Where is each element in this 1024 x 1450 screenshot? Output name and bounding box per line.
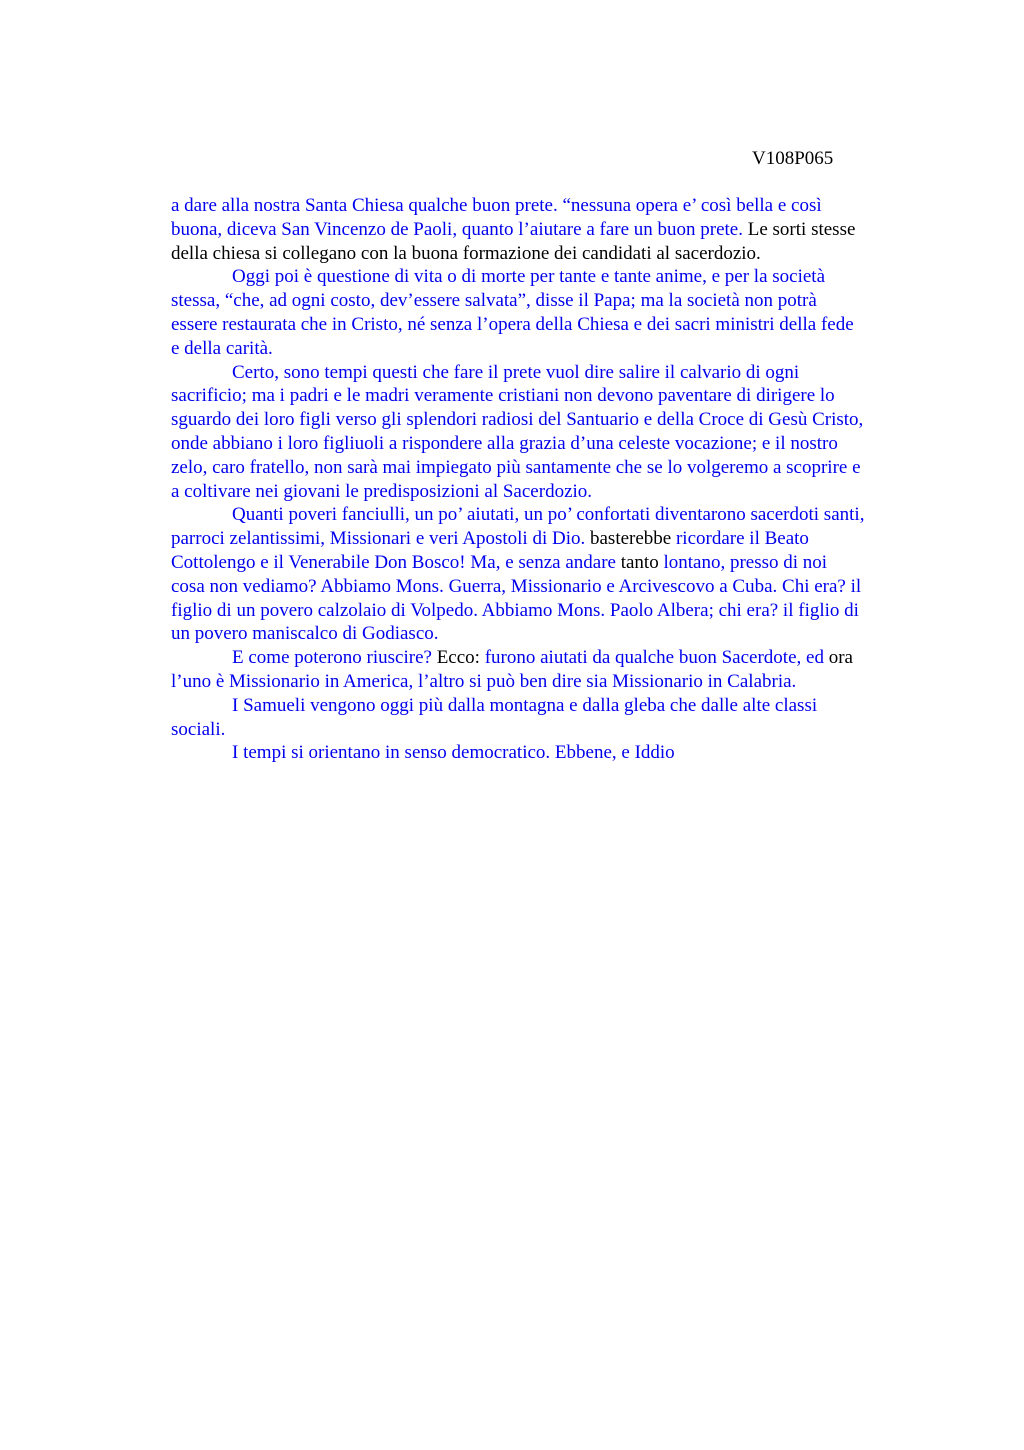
- text-run: onde abbiano i loro figliuoli a rispondere alla grazia d’una celeste vocazione; e il nostro: [171, 432, 838, 454]
- text-line: [171, 551, 931, 575]
- text-line: [171, 265, 931, 289]
- text-run: figlio di un povero calzolaio di Volpedo. Abbiamo Mons. Paolo Albera; chi era? il figlio di: [171, 599, 859, 621]
- text-run: Oggi poi è questione di vita o di morte per tante e tante anime, e per la società: [232, 266, 826, 288]
- text-run: Quanti poveri fanciulli, un po’ aiutati, un po’ confortati diventarono sacerdoti santi,: [232, 504, 865, 526]
- text-line: [171, 313, 931, 337]
- page-id: V108P065: [752, 148, 834, 169]
- text-run: Ecco:: [431, 647, 485, 669]
- text-line: [171, 194, 931, 218]
- text-run: furono aiutati da qualche buon Sacerdote, ed: [484, 647, 824, 669]
- text-run: e della carità.: [171, 337, 273, 359]
- text-run: tanto: [620, 551, 664, 573]
- text-run: della chiesa si collegano con la buona formazione dei candidati al sacerdozio.: [171, 242, 761, 264]
- text-run: sguardo dei loro figli verso gli splendori radiosi del Santuario e della Croce di Gesù Cristo,: [171, 409, 864, 431]
- text-line: [171, 646, 931, 670]
- text-run: Certo, sono tempi questi che fare il prete vuol dire salire il calvario di ogni: [232, 361, 800, 383]
- text-run: un povero maniscalco di Godiasco.: [171, 623, 439, 645]
- text-run: parroci zelantissimi, Missionari e veri Apostoli di Dio.: [171, 528, 586, 550]
- text-line: [171, 622, 931, 646]
- text-line: [171, 575, 931, 599]
- text-line: [171, 337, 931, 361]
- text-run: I tempi si orientano in senso democratico. Ebbene, e Iddio: [232, 742, 675, 764]
- text-line: [171, 718, 931, 742]
- text-run: Cottolengo e il Venerabile Don Bosco! Ma, e senza andare: [171, 551, 621, 573]
- text-line: [171, 527, 931, 551]
- text-line: [171, 694, 931, 718]
- text-run: stessa, “che, ad ogni costo, dev’essere salvata”, disse il Papa; ma la società non potrà: [171, 290, 817, 312]
- text-run: essere restaurata che in Cristo, né senza l’opera della Chiesa e dei sacri ministri della fede: [171, 313, 854, 335]
- text-line: [171, 361, 931, 385]
- text-line: [171, 242, 931, 266]
- text-run: ricordare il Beato: [675, 528, 809, 550]
- text-line: [171, 289, 931, 313]
- text-line: [171, 456, 931, 480]
- text-run: ora: [823, 647, 853, 669]
- text-line: [171, 408, 931, 432]
- text-run: E come poterono riuscire?: [232, 647, 432, 669]
- text-line: [171, 384, 931, 408]
- text-run: Le sorti stesse: [743, 218, 856, 240]
- text-line: [171, 599, 931, 623]
- text-run: a dare alla nostra Santa Chiesa qualche buon prete. “nessuna opera e’ così bella e così: [171, 195, 822, 216]
- text-line: [171, 480, 931, 504]
- text-run: zelo, caro fratello, non sarà mai impiegato più santamente che se lo volgeremo a scoprire e: [171, 456, 861, 478]
- text-line: [171, 218, 931, 242]
- document-body: [171, 194, 931, 765]
- text-run: l’uno è Missionario in America, l’altro si può ben dire sia Missionario in Calabria.: [171, 670, 797, 692]
- text-run: sacrificio; ma i padri e le madri veramente cristiani non devono paventare di dirigere lo: [171, 385, 835, 407]
- text-line: [171, 741, 931, 765]
- text-line: [171, 670, 931, 694]
- text-run: I Samueli vengono oggi più dalla montagna e dalla gleba che dalle alte classi: [232, 694, 818, 716]
- text-run: a coltivare nei giovani le predisposizioni al Sacerdozio.: [171, 480, 593, 502]
- text-run: cosa non vediamo? Abbiamo Mons. Guerra, Missionario e Arcivescovo a Cuba. Chi era? il: [171, 575, 862, 597]
- text-run: basterebbe: [585, 528, 676, 550]
- text-line: [171, 432, 931, 456]
- text-run: buona, diceva San Vincenzo de Paoli, quanto l’aiutare a fare un buon prete.: [171, 218, 743, 240]
- text-run: sociali.: [171, 718, 226, 740]
- text-run: lontano, presso di noi: [663, 551, 828, 573]
- text-line: [171, 503, 931, 527]
